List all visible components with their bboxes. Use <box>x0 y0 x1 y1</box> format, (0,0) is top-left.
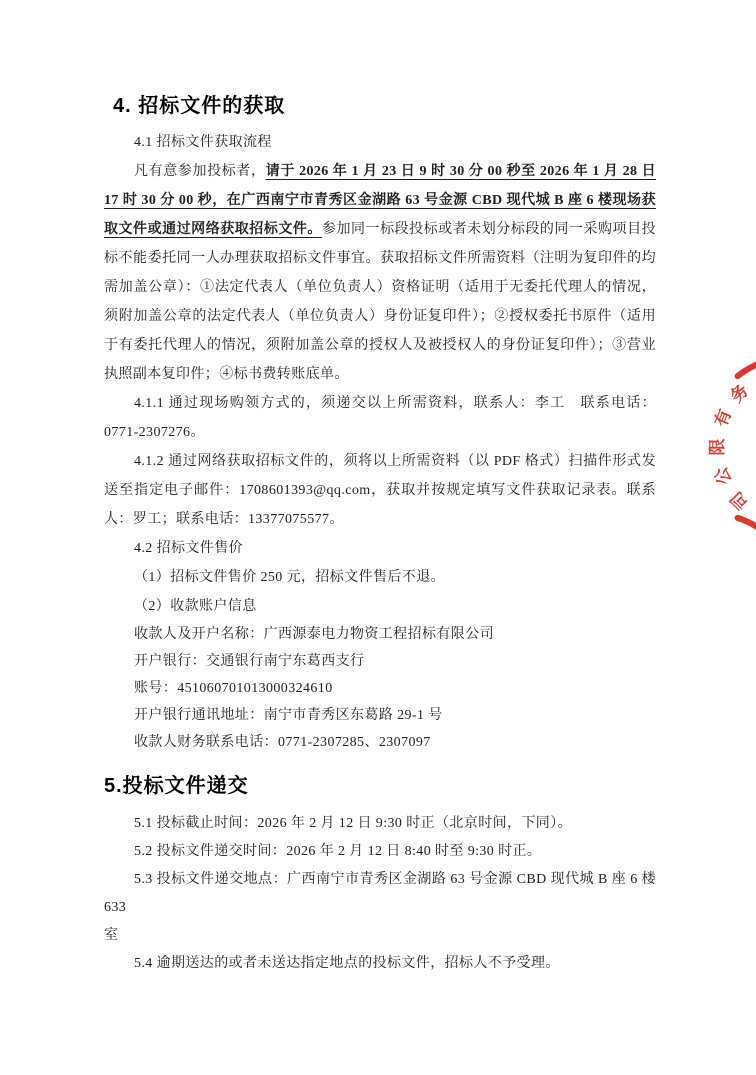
sub-heading-4-2: 4.2 招标文件售价 <box>134 541 243 556</box>
item-5-3-continuation: 室 <box>104 928 119 943</box>
seal-char: 限 <box>707 438 727 456</box>
price-line-2: （2）收款账户信息 <box>134 599 257 614</box>
seal-char: 务 <box>726 380 753 407</box>
sub-heading-4-1: 4.1 招标文件获取流程 <box>134 135 272 150</box>
company-seal <box>693 352 756 552</box>
item-5-3-address-text: 5.3 投标文件递交地点：广西南宁市青秀区金湖路 63 号金源 CBD 现代城 B 座 6 楼 633 <box>104 872 656 915</box>
section-4-heading: 4. 招标文件的获取 <box>113 95 286 117</box>
item-5-2: 5.2 投标文件递交时间：2026 年 2 月 12 日 8:40 时至 9:30 时正。 <box>134 844 542 859</box>
seal-ring-top-arc <box>738 361 756 376</box>
price-line-1: （1）招标文件售价 250 元，招标文件售后不退。 <box>134 570 445 585</box>
acquisition-requirements-text: 参加同一标段投标或者未划分标段的同一采购项目投标不能委托同一人办理获取招标文件事宜。获取招标文件所需资料（注明为复印件的均需加盖公章）：①法定代表人（单位负责人）资格证明（适用于无委托代理人的情况，须附加盖公章的法定代表人（单位负责人）身份证复印件）；②授权委托书原件（适用于有委托代理人的情况，须附加盖公章的授权人及被授权人的身份证复印件）；③营业执照副本复印件；④标书费转账底单。 <box>104 222 657 382</box>
bank-finance-phone-line: 收款人财务联系电话：0771-2307285、2307097 <box>134 735 431 750</box>
seal-char: 公 <box>711 464 736 488</box>
acquisition-period-emphasis: 请于 2026 年 1 月 23 日 9 时 30 分 00 秒至 2026 年 1 月 28 日 17 时 30 分 00 秒，在广西南宁市青秀区金湖路 63 号金源 CBD 现代城 B 座 6 楼现场获取文件或通过网络获取招标文件。 <box>104 164 656 237</box>
acquisition-intro-text: 凡有意参加投标者， <box>134 164 266 179</box>
item-5-1: 5.1 投标截止时间：2026 年 2 月 12 日 9:30 时正（北京时间，下同）。 <box>134 816 572 831</box>
document-content <box>104 92 656 978</box>
seal-ring-bottom-arc <box>738 518 756 533</box>
item-4-1-2: 4.1.2 通过网络获取招标文件的，须将以上所需资料（以 PDF 格式）扫描件形式发送至指定电子邮件：1708601393@qq.com，获取并按规定填写文件获取记录表。联系人：罗工；联系电话：13377075577。 <box>104 454 656 527</box>
bank-name-line: 开户银行：交通银行南宁东葛西支行 <box>134 654 365 669</box>
item-4-1-1: 4.1.1 通过现场购领方式的，须递交以上所需资料，联系人：李工 联系电话：0771-2307276。 <box>104 396 656 440</box>
acquisition-paragraph <box>104 157 656 389</box>
bank-account-number-line: 账号：451060701013000324610 <box>134 681 333 696</box>
item-5-4: 5.4 逾期送达的或者未送达指定地点的投标文件，招标人不予受理。 <box>134 956 560 971</box>
item-5-3 <box>104 866 656 922</box>
bank-payee-line: 收款人及开户名称：广西源泰电力物资工程招标有限公司 <box>134 627 494 642</box>
seal-char: 司 <box>726 487 753 514</box>
section-5-heading: 5.投标文件递交 <box>104 775 249 797</box>
bank-address-line: 开户银行通讯地址：南宁市青秀区东葛路 29-1 号 <box>134 708 443 723</box>
seal-char: 有 <box>711 406 736 430</box>
